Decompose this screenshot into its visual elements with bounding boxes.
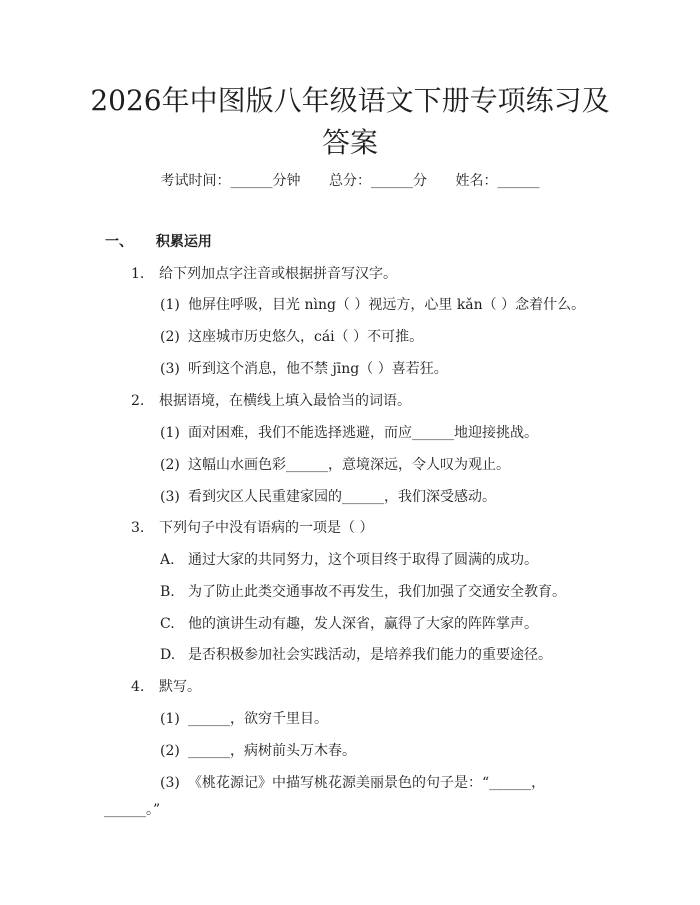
document-title: 2026年中图版八年级语文下册专项练习及答案	[90, 84, 610, 159]
question-text: 根据语境，在横线上填入最恰当的词语。	[159, 393, 411, 409]
item-text: 这幅山水画色彩______，意境深远，令人叹为观止。	[188, 457, 510, 473]
question-number: 3.	[131, 520, 145, 536]
item-label: (3)	[160, 361, 180, 377]
option-label: D.	[160, 647, 176, 663]
question-item	[160, 358, 448, 378]
section-title: 积累运用	[155, 234, 212, 250]
question	[131, 517, 373, 537]
option-text: 他的演讲生动有趣，发人深省，赢得了大家的阵阵掌声。	[188, 616, 538, 632]
question-item	[160, 294, 585, 314]
item-label: (2)	[160, 329, 180, 345]
item-label: (2)	[160, 743, 180, 759]
option	[160, 581, 566, 601]
option-text: 通过大家的共同努力，这个项目终于取得了圆满的成功。	[188, 552, 538, 568]
question-text: 给下列加点字注音或根据拼音写汉字。	[159, 266, 397, 282]
student-name: 姓名：______	[455, 173, 540, 189]
item-text: 面对困难，我们不能选择逃避，而应______地迎接挑战。	[188, 425, 538, 441]
option-label: A.	[160, 552, 175, 568]
question-text: 下列句子中没有语病的一项是（ ）	[159, 520, 374, 536]
exam-time: 考试时间：______分钟	[160, 173, 301, 189]
option-label: B.	[160, 584, 175, 600]
question-item	[160, 772, 545, 792]
item-label: (1)	[160, 425, 180, 441]
question	[131, 390, 411, 410]
question	[131, 676, 201, 696]
section-number: 一、	[105, 234, 133, 250]
item-text: 看到灾区人民重建家园的______，我们深受感动。	[188, 489, 496, 505]
question-item	[160, 422, 538, 442]
item-text: ______，病树前头万木春。	[188, 743, 356, 759]
question-item	[160, 326, 423, 346]
question-item	[160, 454, 510, 474]
question-item	[160, 486, 496, 506]
item-continuation: ______。”	[104, 802, 161, 818]
item-text: ______，欲穷千里目。	[188, 711, 328, 727]
question-item	[160, 708, 328, 728]
question-item	[160, 740, 356, 760]
option	[160, 613, 538, 633]
item-label: (1)	[160, 297, 180, 313]
option	[160, 549, 538, 569]
question-number: 4.	[131, 679, 145, 695]
item-label: (1)	[160, 711, 180, 727]
section-heading	[105, 231, 212, 251]
item-label: (3)	[160, 775, 180, 791]
option-text: 为了防止此类交通事故不再发生，我们加强了交通安全教育。	[188, 584, 566, 600]
item-text: 听到这个消息，他不禁 jīng（ ）喜若狂。	[188, 361, 448, 377]
option-label: C.	[160, 616, 175, 632]
question-number: 2.	[131, 393, 145, 409]
option	[160, 644, 552, 664]
item-text: 这座城市历史悠久，cái（ ）不可推。	[188, 329, 424, 345]
total-score: 总分：______分	[329, 173, 427, 189]
item-label: (3)	[160, 489, 180, 505]
item-label: (2)	[160, 457, 180, 473]
item-text: 他屏住呼吸，目光 nìng（ ）视远方，心里 kǎn（ ）念着什么。	[188, 297, 586, 313]
item-text: 《桃花源记》中描写桃花源美丽景色的句子是：“______，	[188, 775, 546, 791]
question-text: 默写。	[159, 679, 201, 695]
question	[131, 263, 397, 283]
exam-info	[0, 170, 700, 190]
question-number: 1.	[131, 266, 145, 282]
option-text: 是否积极参加社会实践活动，是培养我们能力的重要途径。	[188, 647, 552, 663]
